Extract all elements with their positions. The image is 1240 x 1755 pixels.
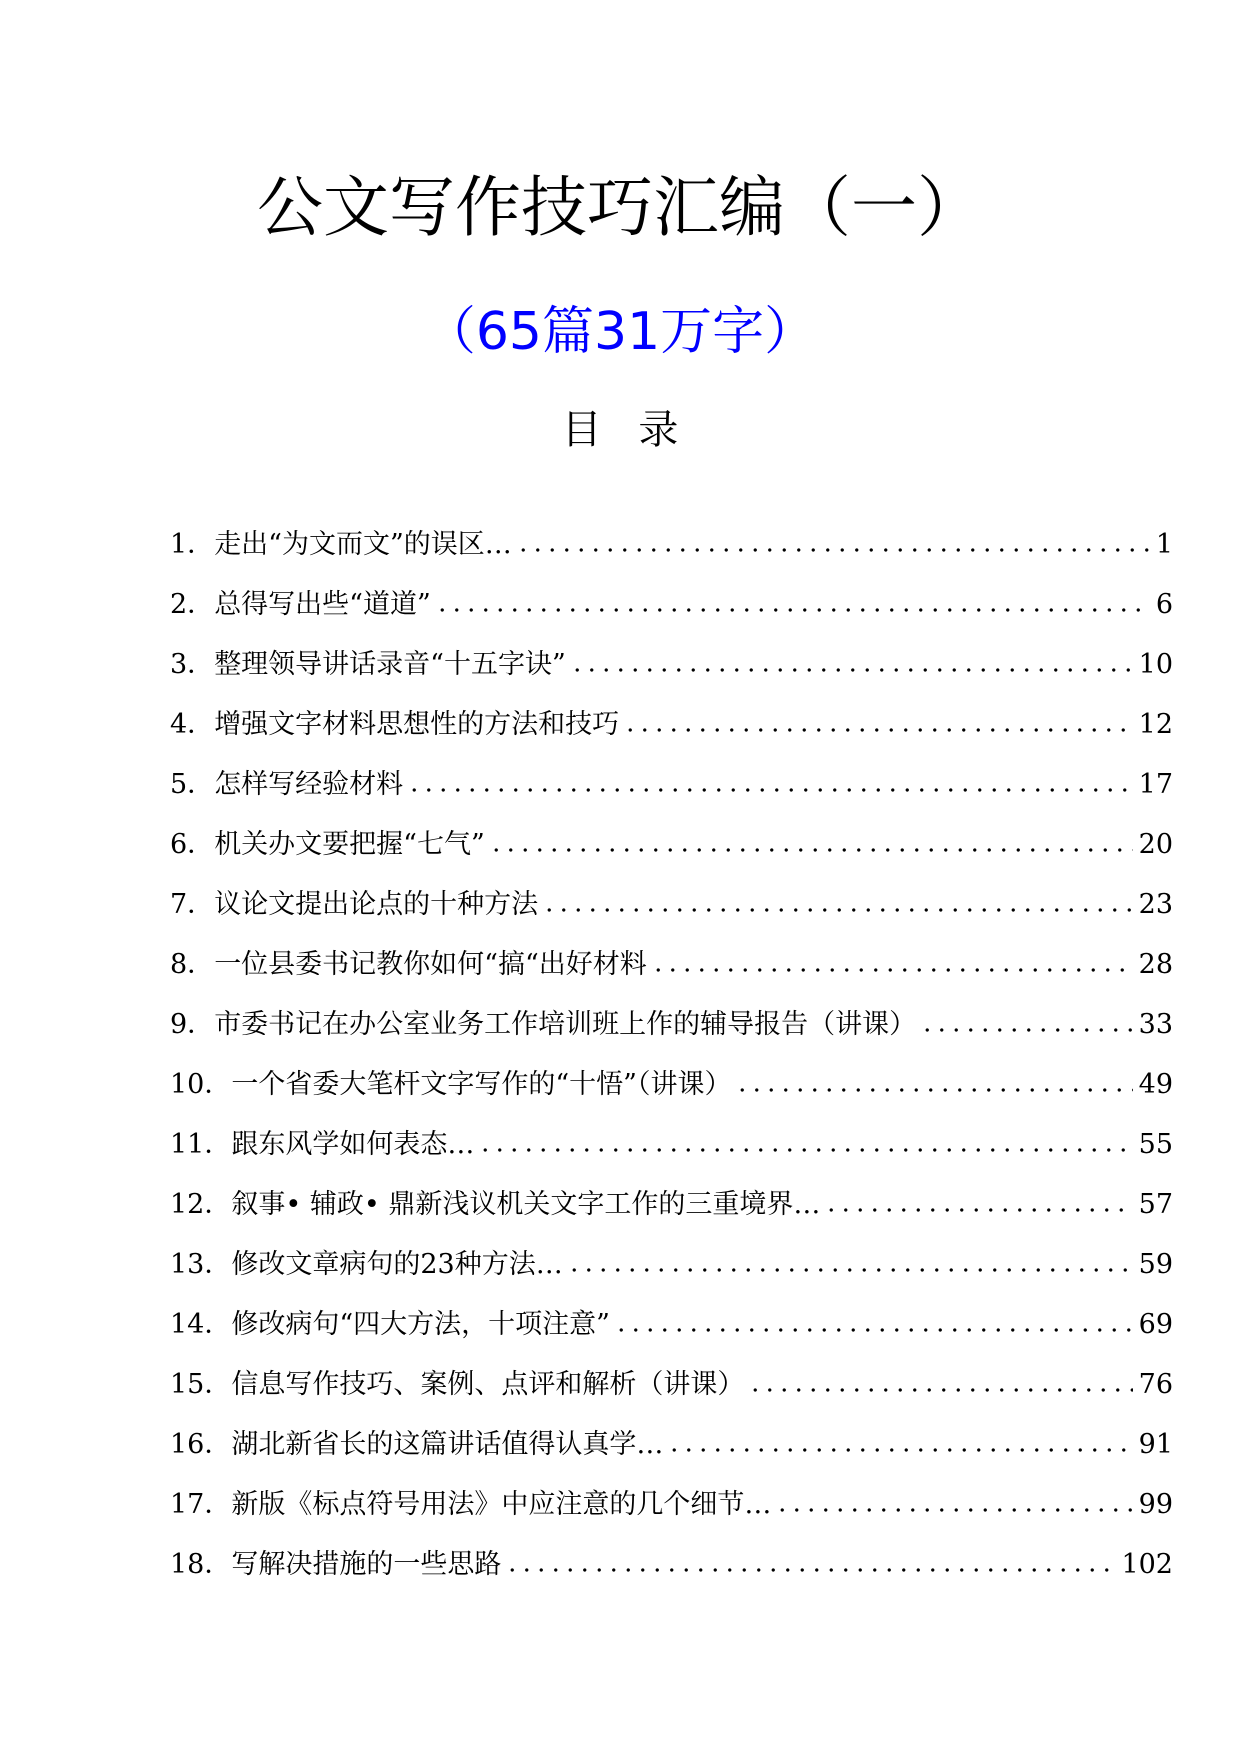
dot-leader [614, 1313, 1133, 1333]
dot-leader [407, 773, 1132, 793]
toc-entry-number: 16． [170, 1429, 232, 1460]
toc-entry [170, 1175, 1173, 1235]
dot-leader [651, 953, 1133, 973]
toc-entry [170, 515, 1173, 575]
toc-entry-text [170, 1115, 474, 1175]
dot-leader [920, 1013, 1132, 1033]
toc-entry [170, 1295, 1173, 1355]
toc-entry-number: 7． [170, 889, 215, 920]
toc-entry-number: 13． [170, 1249, 232, 1280]
toc-entry-text [170, 815, 485, 875]
toc-entry-text [170, 1295, 610, 1355]
toc-entry-page-number: 69 [1138, 1309, 1173, 1340]
toc-entry-number: 17． [170, 1489, 232, 1520]
toc-entry-text [170, 1475, 771, 1535]
toc-entry-number: 18． [170, 1549, 232, 1580]
toc-entry-text [170, 935, 647, 995]
toc-entry-title: 市委书记在办公室业务工作培训班上作的辅导报告（讲课） [214, 1009, 917, 1040]
toc-entry-text [170, 575, 431, 635]
toc-entry [170, 1055, 1173, 1115]
toc-entry-text [170, 695, 619, 755]
toc-entry-page-number: 99 [1138, 1489, 1173, 1520]
toc-entry [170, 1415, 1173, 1475]
dot-leader [505, 1553, 1115, 1573]
toc-entry-text [170, 1415, 663, 1475]
toc-entry [170, 755, 1173, 815]
toc-entry [170, 695, 1173, 755]
toc-entry [170, 1355, 1173, 1415]
dot-leader [667, 1433, 1132, 1453]
toc-entry [170, 1235, 1173, 1295]
toc-entry-text [170, 995, 916, 1055]
dot-leader [516, 533, 1150, 553]
toc-entry-title: 写解决措施的一些思路 [231, 1549, 502, 1580]
toc-entry-title: 机关办文要把握“七气” [214, 829, 485, 860]
document-title: 公文写作技巧汇编（一） [257, 169, 983, 246]
toc-entry-title: 走出“为文而文”的误区… [214, 529, 512, 560]
toc-entry-page-number: 102 [1121, 1549, 1173, 1580]
toc-entry-title: 修改文章病句的23种方法… [231, 1249, 563, 1280]
dot-leader [570, 653, 1133, 673]
toc-entry-page-number: 49 [1138, 1069, 1173, 1100]
toc-entry-title: 一位县委书记教你如何“搞“出好材料 [214, 949, 647, 980]
toc-entry [170, 815, 1173, 875]
dot-leader [478, 1133, 1132, 1153]
toc-entry-page-number: 12 [1138, 709, 1173, 740]
toc-entry-title: 跟东风学如何表态… [231, 1129, 475, 1160]
dot-leader [824, 1193, 1132, 1213]
table-of-contents [170, 515, 1173, 1595]
toc-entry [170, 575, 1173, 635]
toc-entry-text [170, 515, 512, 575]
toc-entry-page-number: 1 [1155, 529, 1173, 560]
toc-entry-title: 新版《标点符号用法》中应注意的几个细节… [231, 1489, 772, 1520]
toc-entry-page-number: 17 [1138, 769, 1173, 800]
toc-entry-page-number: 76 [1138, 1369, 1173, 1400]
toc-entry-page-number: 10 [1138, 649, 1173, 680]
dot-leader [623, 713, 1132, 733]
toc-entry-text [170, 755, 403, 815]
dot-leader [735, 1073, 1132, 1093]
toc-entry [170, 935, 1173, 995]
toc-entry-text [170, 1235, 563, 1295]
toc-entry-page-number: 59 [1138, 1249, 1173, 1280]
toc-entry-page-number: 57 [1138, 1189, 1173, 1220]
toc-entry-number: 14． [170, 1309, 232, 1340]
toc-entry-page-number: 55 [1138, 1129, 1173, 1160]
toc-entry-number: 9． [170, 1009, 215, 1040]
toc-entry-page-number: 33 [1138, 1009, 1173, 1040]
toc-entry-number: 10． [170, 1069, 232, 1100]
toc-entry-number: 12． [170, 1189, 232, 1220]
toc-entry [170, 635, 1173, 695]
toc-entry-number: 11． [170, 1129, 232, 1160]
toc-entry-title: 增强文字材料思想性的方法和技巧 [214, 709, 620, 740]
dot-leader [748, 1373, 1132, 1393]
toc-entry-number: 2． [170, 589, 215, 620]
toc-entry-text [170, 635, 566, 695]
toc-entry-number: 8． [170, 949, 215, 980]
toc-entry-title: 湖北新省长的这篇讲话值得认真学… [231, 1429, 664, 1460]
toc-entry-number: 4． [170, 709, 215, 740]
toc-entry-number: 1． [170, 529, 215, 560]
toc-entry-title: 整理领导讲话录音“十五字诀” [214, 649, 566, 680]
toc-entry [170, 875, 1173, 935]
toc-entry-text [170, 1055, 731, 1115]
dot-leader [542, 893, 1132, 913]
toc-entry-page-number: 28 [1138, 949, 1173, 980]
toc-entry-page-number: 91 [1138, 1429, 1173, 1460]
toc-entry [170, 995, 1173, 1055]
document-subtitle: （65篇31万字） [423, 302, 817, 362]
toc-entry-title: 怎样写经验材料 [214, 769, 404, 800]
toc-entry-text [170, 1175, 820, 1235]
toc-entry-title: 一个省委大笔杆文字写作的“十悟”（讲课） [231, 1069, 732, 1100]
toc-entry-page-number: 6 [1155, 589, 1173, 620]
toc-entry-title: 议论文提出论点的十种方法 [214, 889, 539, 920]
dot-leader [567, 1253, 1133, 1273]
toc-entry-page-number: 20 [1138, 829, 1173, 860]
toc-entry-text [170, 1355, 744, 1415]
toc-heading: 目 录 [561, 407, 679, 453]
toc-entry-number: 6． [170, 829, 215, 860]
toc-entry [170, 1475, 1173, 1535]
toc-entry-title: 叙事• 辅政• 鼎新浅议机关文字工作的三重境界… [231, 1189, 821, 1220]
toc-entry-number: 3． [170, 649, 215, 680]
toc-entry-title: 修改病句“四大方法，十项注意” [231, 1309, 610, 1340]
toc-entry-number: 5． [170, 769, 215, 800]
toc-entry-title: 信息写作技巧、案例、点评和解析（讲课） [231, 1369, 745, 1400]
dot-leader [435, 593, 1150, 613]
dot-leader [489, 833, 1133, 853]
toc-entry-title: 总得写出些“道道” [214, 589, 431, 620]
toc-entry [170, 1535, 1173, 1595]
dot-leader [775, 1493, 1132, 1513]
toc-entry-text [170, 1535, 501, 1595]
toc-entry-text [170, 875, 538, 935]
toc-entry-page-number: 23 [1138, 889, 1173, 920]
toc-entry-number: 15． [170, 1369, 232, 1400]
toc-entry [170, 1115, 1173, 1175]
